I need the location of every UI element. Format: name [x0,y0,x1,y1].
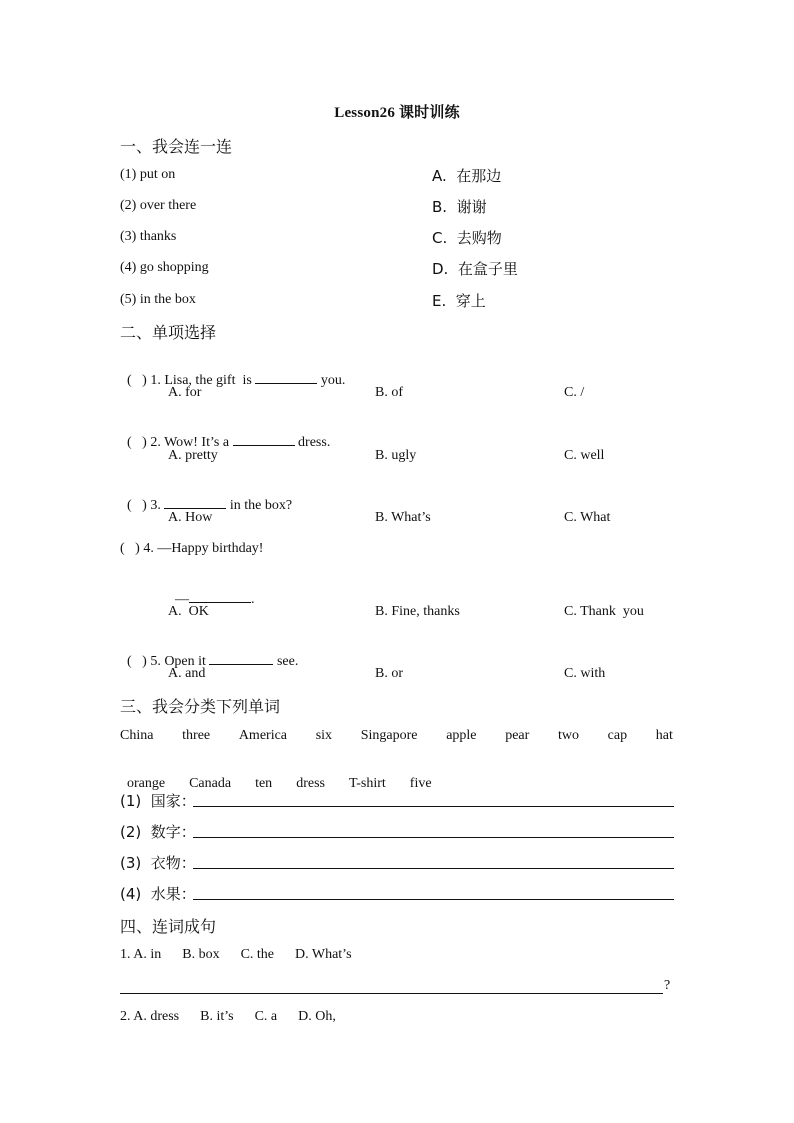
sentence-question-1: 1. A. in B. box C. the D. What’s [120,947,352,962]
match-left-2: (2) over there [120,198,197,213]
word: America [238,728,288,743]
option-b: B. What’s [375,510,431,525]
category-country-answer-line[interactable] [193,806,674,807]
word: China [120,728,154,743]
word: T-shirt [348,776,386,791]
question-1: ( ) 1. Lisa, the gift is you. [120,354,345,389]
option-b: B. ugly [375,448,417,463]
sentence-answer-line-1[interactable] [120,993,663,994]
category-number-label: (2) 数字： [120,823,196,841]
answer-blank[interactable] [255,370,317,384]
word: Canada [189,776,232,791]
category-country-label: (1) 国家： [120,792,196,810]
answer-blank[interactable] [189,589,251,603]
category-clothes-answer-line[interactable] [193,868,674,869]
option-a: A. OK [168,604,209,619]
word: two [557,728,579,743]
word-bank-row-1 [120,728,673,744]
match-left-3: (3) thanks [120,229,177,244]
sentence-question-2: 2. A. dress B. it’s C. a D. Oh, [120,1009,336,1024]
category-clothes-label: (3) 衣物： [120,854,196,872]
match-left-1: (1) put on [120,167,176,182]
word: orange [127,776,166,791]
word: six [315,728,333,743]
answer-blank[interactable] [233,432,295,446]
question-2-text: ( ) 2. Wow! It’s a [127,435,233,450]
word-bank-row-2 [120,760,432,792]
question-4: ( ) 4. —Happy birthday! [120,541,264,556]
option-a: A. and [168,666,206,681]
answer-blank[interactable] [164,495,226,509]
match-right-a: A. 在那边 [432,167,502,185]
option-c: C. What [564,510,611,525]
option-a: A. for [168,385,202,400]
page-title: Lesson26 课时训练 [334,105,460,121]
option-c: C. / [564,385,585,400]
question-mark: ? [664,978,671,993]
word: apple [446,728,477,743]
word: dress [296,776,325,791]
word: pear [505,728,530,743]
option-b: B. or [375,666,403,681]
answer-blank[interactable] [209,651,273,665]
question-3-text: ( ) 3. [127,498,165,513]
section-heading-matching: 一、我会连一连 [120,137,233,156]
option-a: A. pretty [168,448,218,463]
match-right-b: B. 谢谢 [432,198,487,216]
question-5-text: ( ) 5. Open it [127,654,210,669]
option-b: B. of [375,385,403,400]
option-a: A. How [168,510,213,525]
word: five [409,776,432,791]
word: ten [255,776,273,791]
match-right-e: E. 穿上 [432,292,486,310]
question-1-text: ( ) 1. Lisa, the gift is [127,373,256,388]
match-left-4: (4) go shopping [120,260,209,275]
category-fruit-answer-line[interactable] [193,899,674,900]
word: cap [607,728,628,743]
match-left-5: (5) in the box [120,292,196,307]
category-fruit-label: (4) 水果： [120,885,196,903]
option-c: C. with [564,666,606,681]
section-heading-choice: 二、单项选择 [120,323,217,342]
word: Singapore [360,728,418,743]
word: three [182,728,211,743]
match-right-d: D. 在盒子里 [432,260,518,278]
question-3: ( ) 3. in the box? [120,479,292,514]
option-c: C. Thank you [564,604,644,619]
option-b: B. Fine, thanks [375,604,460,619]
question-4-reply: — . [168,573,255,608]
match-right-c: C. 去购物 [432,229,502,247]
section-heading-classify: 三、我会分类下列单词 [120,697,281,716]
word: hat [655,728,673,743]
option-c: C. well [564,448,605,463]
question-5: ( ) 5. Open it see. [120,635,298,670]
question-2: ( ) 2. Wow! It’s a dress. [120,416,330,451]
section-heading-sentence: 四、连词成句 [120,917,217,936]
category-number-answer-line[interactable] [193,837,674,838]
